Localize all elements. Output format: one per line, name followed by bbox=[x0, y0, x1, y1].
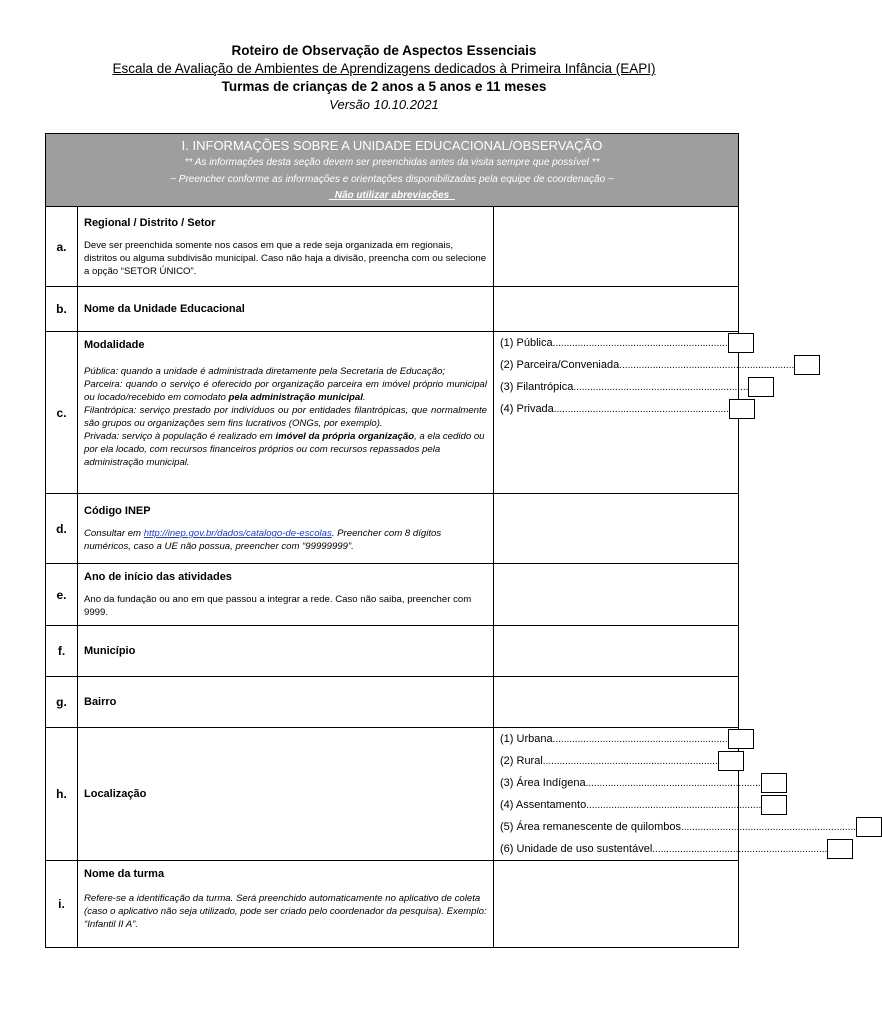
option-checkbox[interactable] bbox=[729, 399, 755, 419]
inep-link[interactable]: http://inep.gov.br/dados/catalogo-de-escolas bbox=[143, 528, 332, 539]
row-description bbox=[78, 287, 494, 332]
option-checkbox[interactable] bbox=[856, 817, 882, 837]
row-letter: a. bbox=[46, 207, 78, 287]
question-title: Bairro bbox=[84, 695, 117, 708]
option-leader: ............................................................... bbox=[552, 733, 728, 745]
help-text: Parceira: quando o serviço é oferecido por organização parceira em imóvel próprio municipal ou locado/recebido em comodato bbox=[84, 379, 487, 403]
row-class-name bbox=[46, 861, 739, 948]
options-modalidade bbox=[494, 332, 795, 494]
option-label: (6) Unidade de uso sustentável bbox=[500, 843, 653, 855]
answer-field-regional[interactable] bbox=[494, 207, 739, 287]
option-leader: ............................................................... bbox=[586, 799, 762, 811]
option-filantropica bbox=[500, 376, 749, 398]
question-title: Ano de início das atividades bbox=[84, 571, 232, 583]
option-checkbox[interactable] bbox=[718, 751, 744, 771]
row-unit-name bbox=[46, 287, 739, 332]
option-checkbox[interactable] bbox=[728, 333, 754, 353]
option-checkbox[interactable] bbox=[794, 355, 820, 375]
option-label: (3) Filantrópica bbox=[500, 381, 574, 393]
question-help bbox=[84, 527, 487, 553]
document-scale-name: Escala de Avaliação de Ambientes de Aprendizagens dedicados à Primeira Infância (EAPI) bbox=[112, 61, 656, 76]
option-label: (1) Pública bbox=[500, 337, 553, 349]
row-bairro bbox=[46, 677, 739, 728]
option-urbana bbox=[500, 728, 732, 750]
question-help: Ano da fundação ou ano em que passou a integrar a rede. Caso não saiba, preencher com 9999. bbox=[84, 594, 472, 618]
answer-field-bairro[interactable] bbox=[494, 677, 739, 728]
help-emphasis: pela administração municipal bbox=[228, 392, 363, 403]
row-regional bbox=[46, 207, 739, 287]
row-description bbox=[78, 626, 494, 677]
help-text: . Preencher com 8 dígitos numéricos, caso a UE não possua, preencher com “99999999”. bbox=[84, 528, 442, 552]
section-banner bbox=[46, 134, 739, 207]
row-description bbox=[78, 494, 494, 564]
row-description bbox=[78, 207, 494, 287]
answer-field-unit-name[interactable] bbox=[494, 287, 739, 332]
option-assentamento bbox=[500, 794, 762, 816]
option-label: (2) Rural bbox=[500, 755, 543, 767]
option-uso-sustentavel bbox=[500, 838, 828, 860]
option-checkbox[interactable] bbox=[761, 773, 787, 793]
answer-field-class-name[interactable] bbox=[494, 861, 739, 948]
row-letter: e. bbox=[46, 564, 78, 626]
document-age-group: Turmas de crianças de 2 anos a 5 anos e 11 meses bbox=[221, 79, 547, 94]
options-localizacao bbox=[494, 728, 857, 861]
row-modalidade bbox=[46, 332, 739, 494]
help-text: Privada: serviço à população é realizado em bbox=[84, 431, 276, 442]
document-header bbox=[0, 42, 768, 114]
option-label: (1) Urbana bbox=[500, 733, 553, 745]
question-help: Deve ser preenchida somente nos casos em que a rede seja organizada em regionais, distritos ou alguma subdivisão municipal. Caso não haja a divisão, preencha com ou selecione a opção “SETOR ÚNICO”. bbox=[84, 239, 487, 277]
row-description bbox=[78, 564, 494, 626]
option-label: (4) Privada bbox=[500, 403, 554, 415]
answer-field-inep[interactable] bbox=[494, 494, 739, 564]
row-letter: f. bbox=[46, 626, 78, 677]
question-help: Refere-se a identificação da turma. Será preenchido automaticamente no aplicativo de coleta (caso o aplicativo não seja utilizado, pode ser criado pelo coordenador da pesquisa). Exemplo: “Infantil II A”. bbox=[84, 893, 487, 930]
section-note-2: ~ Preencher conforme as informações e orientações disponibilizadas pela equipe de coordenação ~ bbox=[170, 173, 614, 185]
row-letter: i. bbox=[46, 861, 78, 948]
option-rural bbox=[500, 750, 732, 772]
option-checkbox[interactable] bbox=[748, 377, 774, 397]
option-leader: ............................................................... bbox=[552, 337, 728, 349]
row-letter: h. bbox=[46, 728, 78, 861]
option-label: (2) Parceira/Conveniada bbox=[500, 359, 620, 371]
row-municipio bbox=[46, 626, 739, 677]
row-description bbox=[78, 677, 494, 728]
option-quilombos bbox=[500, 816, 857, 838]
question-title: Regional / Distrito / Setor bbox=[84, 216, 216, 229]
help-publica: Pública: quando a unidade é administrada diretamente pela Secretaria de Educação; bbox=[84, 366, 446, 377]
option-checkbox[interactable] bbox=[728, 729, 754, 749]
help-text: . bbox=[362, 392, 366, 403]
row-description bbox=[78, 332, 494, 494]
option-leader: ............................................................... bbox=[542, 755, 718, 767]
answer-field-municipio[interactable] bbox=[494, 626, 739, 677]
option-leader: ............................................................... bbox=[573, 381, 749, 393]
row-description bbox=[78, 728, 494, 861]
section-title: I. INFORMAÇÕES SOBRE A UNIDADE EDUCACIONAL/OBSERVAÇÃO bbox=[181, 137, 603, 153]
row-letter: c. bbox=[46, 332, 78, 494]
row-letter: d. bbox=[46, 494, 78, 564]
option-checkbox[interactable] bbox=[761, 795, 787, 815]
option-label: (4) Assentamento bbox=[500, 799, 587, 811]
option-label: (5) Área remanescente de quilombos bbox=[500, 821, 681, 833]
option-area-indigena bbox=[500, 772, 761, 794]
question-title: Município bbox=[84, 644, 136, 657]
help-text: , a ela cedido ou por ela locado, com recursos financeiros próprios ou com recursos repassados pela administração municipal. bbox=[84, 431, 485, 468]
form-table bbox=[45, 133, 857, 948]
document-version: Versão 10.10.2021 bbox=[329, 97, 439, 112]
row-letter: g. bbox=[46, 677, 78, 728]
question-title: Nome da Unidade Educacional bbox=[84, 302, 245, 315]
answer-field-start-year[interactable] bbox=[494, 564, 739, 626]
row-start-year bbox=[46, 564, 739, 626]
option-label: (3) Área Indígena bbox=[500, 777, 586, 789]
option-leader: ............................................................... bbox=[680, 821, 857, 833]
option-parceira bbox=[500, 354, 795, 376]
document-title: Roteiro de Observação de Aspectos Essenciais bbox=[231, 43, 537, 58]
option-checkbox[interactable] bbox=[827, 839, 853, 859]
option-privada bbox=[500, 398, 732, 420]
question-title: Modalidade bbox=[84, 339, 145, 351]
question-title: Nome da turma bbox=[84, 868, 165, 880]
row-localizacao bbox=[46, 728, 739, 861]
row-description bbox=[78, 861, 494, 948]
help-text: Consultar em bbox=[84, 528, 144, 539]
row-letter: b. bbox=[46, 287, 78, 332]
option-leader: ............................................................... bbox=[585, 777, 761, 789]
help-privada bbox=[84, 430, 487, 469]
section-note-1: ** As informações desta seção devem ser preenchidas antes da visita sempre que possível ** bbox=[184, 156, 600, 168]
help-filantropica: Filantrópica: serviço prestado por indivíduos ou por entidades filantrópicas, que normalmente são grupos ou organizações sem fins lucrativos (ONGs, por exemplo). bbox=[84, 405, 487, 429]
help-emphasis: imóvel da própria organização bbox=[275, 431, 415, 442]
question-title: Código INEP bbox=[84, 505, 151, 517]
section-note-3: _Não utilizar abreviações_ bbox=[329, 189, 455, 201]
option-leader: ............................................................... bbox=[619, 359, 795, 371]
question-title: Localização bbox=[84, 787, 147, 800]
help-parceira bbox=[84, 378, 487, 404]
option-leader: ............................................................... bbox=[652, 843, 828, 855]
option-leader: ............................................................... bbox=[553, 403, 729, 415]
row-inep bbox=[46, 494, 739, 564]
question-help bbox=[84, 365, 487, 469]
option-publica bbox=[500, 332, 732, 354]
